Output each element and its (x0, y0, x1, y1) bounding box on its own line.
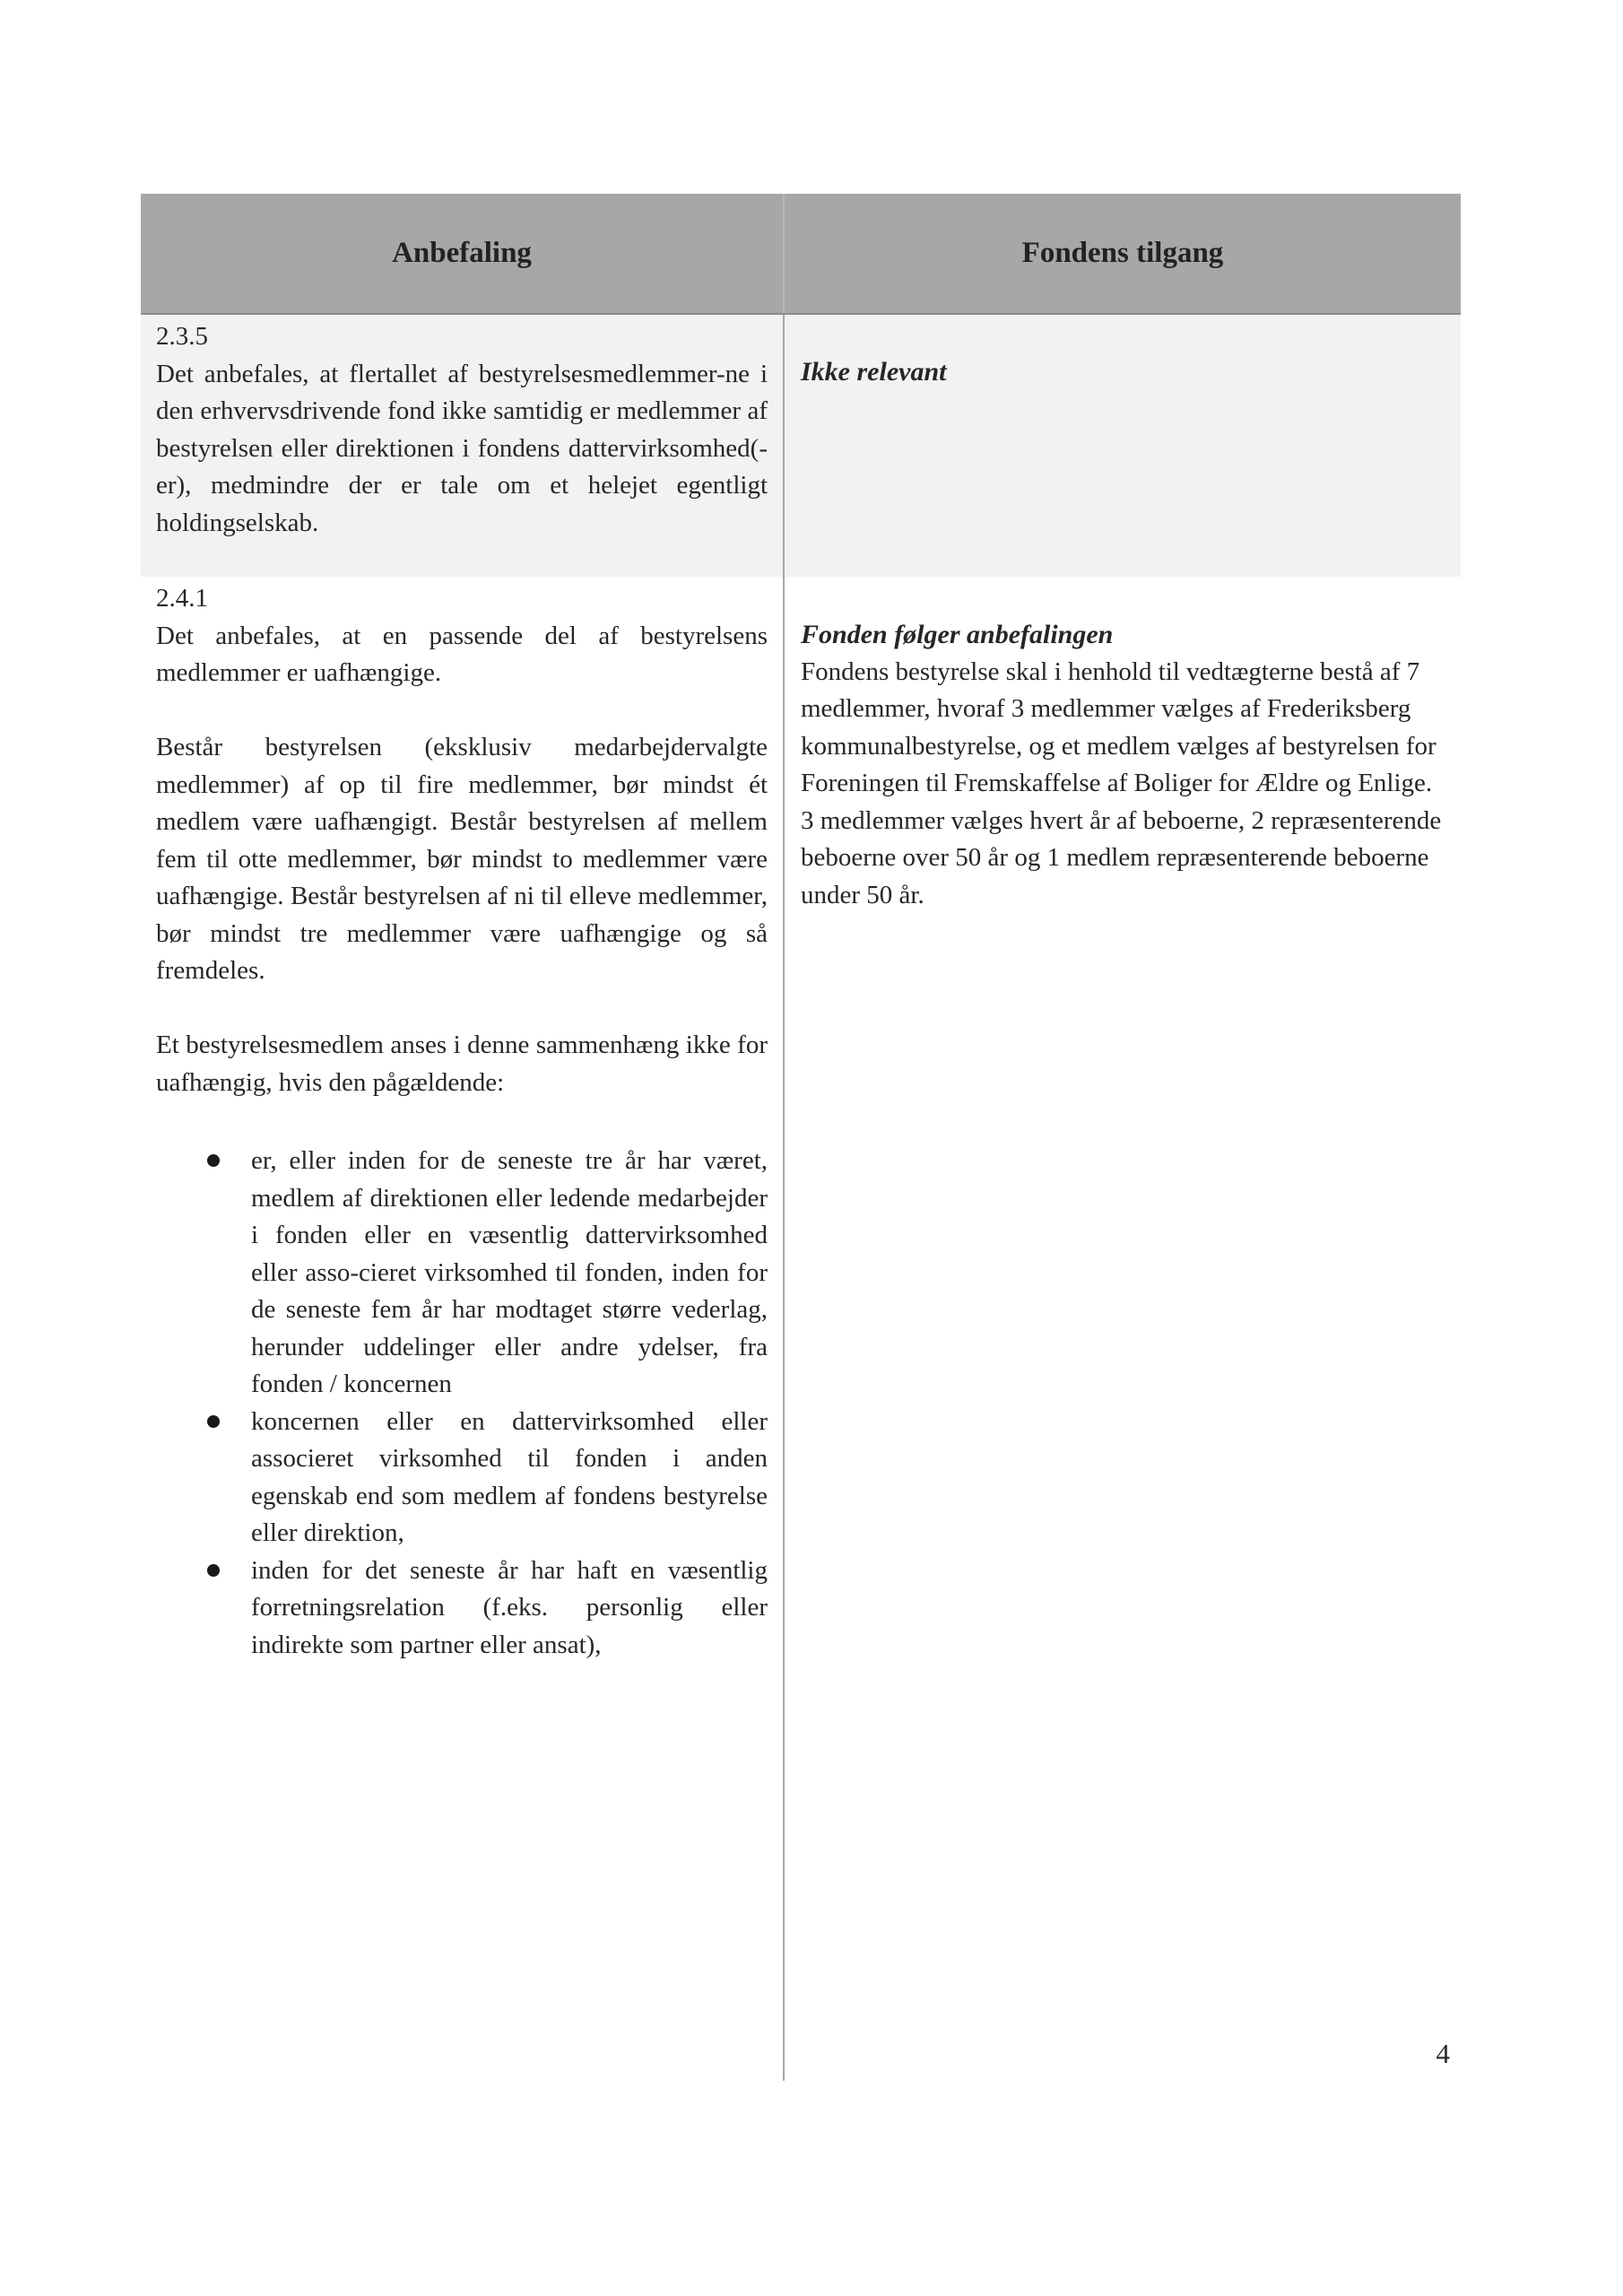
recommendation-text: Består bestyrelsen (eksklusiv medarbejdervalgte medlemmer) af op til fire medlemmer, bør mindst ét medlem være uafhængigt. Består bestyrelsen af mellem fem til otte medlemmer, bør mindst to medlemmer være uafhængige. Består bestyrelsen af ni til elleve medlemmer, bør mindst tre medlemmer være uafhængige og så fremdeles. (156, 733, 768, 985)
recommendation-text: Et bestyrelsesmedlem anses i denne sammenhæng ikke for uafhængig, hvis den pågældende: (156, 1031, 768, 1097)
recommendation-text: Det anbefales, at flertallet af bestyrelsesmedlemmer-ne i den erhvervsdrivende fond ikke samtidig er medlemmer af bestyrelsen eller direktionen i fondens dattervirksomhed(-er), medmindre der er tale om et helejet egentligt holdingselskab. (156, 359, 768, 537)
header-fondens-tilgang: Fondens tilgang (1021, 237, 1224, 269)
list-item: koncernen eller en dattervirksomhed eller associeret virksomhed til fonden i anden egenskab end som medlem af fondens bestyrelse eller direktion, (251, 1404, 768, 1552)
column-divider (783, 315, 785, 2081)
bullet-icon (207, 1564, 220, 1577)
row-2-4-1-recommendation (156, 580, 768, 1101)
row-2-3-5-approach (801, 353, 1450, 391)
recommendation-number: 2.3.5 (156, 322, 208, 351)
table-header (141, 194, 1461, 315)
header-anbefaling: Anbefaling (392, 237, 532, 269)
approach-status: Fonden følger anbefalingen (801, 620, 1114, 649)
list-item: er, eller inden for de seneste tre år har været, medlem af direktionen eller ledende medarbejder i fonden eller en væsentlig dattervirksomhed eller asso-cieret virksomhed til fonden, inden for de seneste fem år har modtaget større vederlag, herunder uddelinger eller andre ydelser, fra fonden / koncernen (251, 1143, 768, 1404)
recommendation-number: 2.4.1 (156, 584, 208, 613)
independence-criteria-list (251, 1143, 768, 1664)
approach-status: Ikke relevant (801, 357, 947, 387)
row-2-3-5-recommendation (156, 318, 768, 542)
recommendation-text: Det anbefales, at en passende del af bestyrelsens medlemmer er uafhængige. (156, 621, 768, 687)
list-item: inden for det seneste år har haft en væsentlig forretningsrelation (f.eks. personlig eller indirekte som partner eller ansat), (251, 1552, 768, 1665)
approach-text: Fondens bestyrelse skal i henhold til vedtægterne bestå af 7 medlemmer, hvoraf 3 medlemmer vælges af Frederiksberg kommunalbestyrelse, og et medlem vælges af bestyrelsen for Foreningen til Fremskaffelse af Boliger for Ældre og Enlige. 3 medlemmer vælges hvert år af beboerne, 2 repræsenterende beboerne over 50 år og 1 medlem repræsenterende beboerne under 50 år. (801, 657, 1442, 909)
bullet-icon (207, 1154, 220, 1167)
page-number: 4 (1436, 2038, 1450, 2069)
row-2-4-1-approach (801, 616, 1450, 914)
bullet-icon (207, 1415, 220, 1428)
